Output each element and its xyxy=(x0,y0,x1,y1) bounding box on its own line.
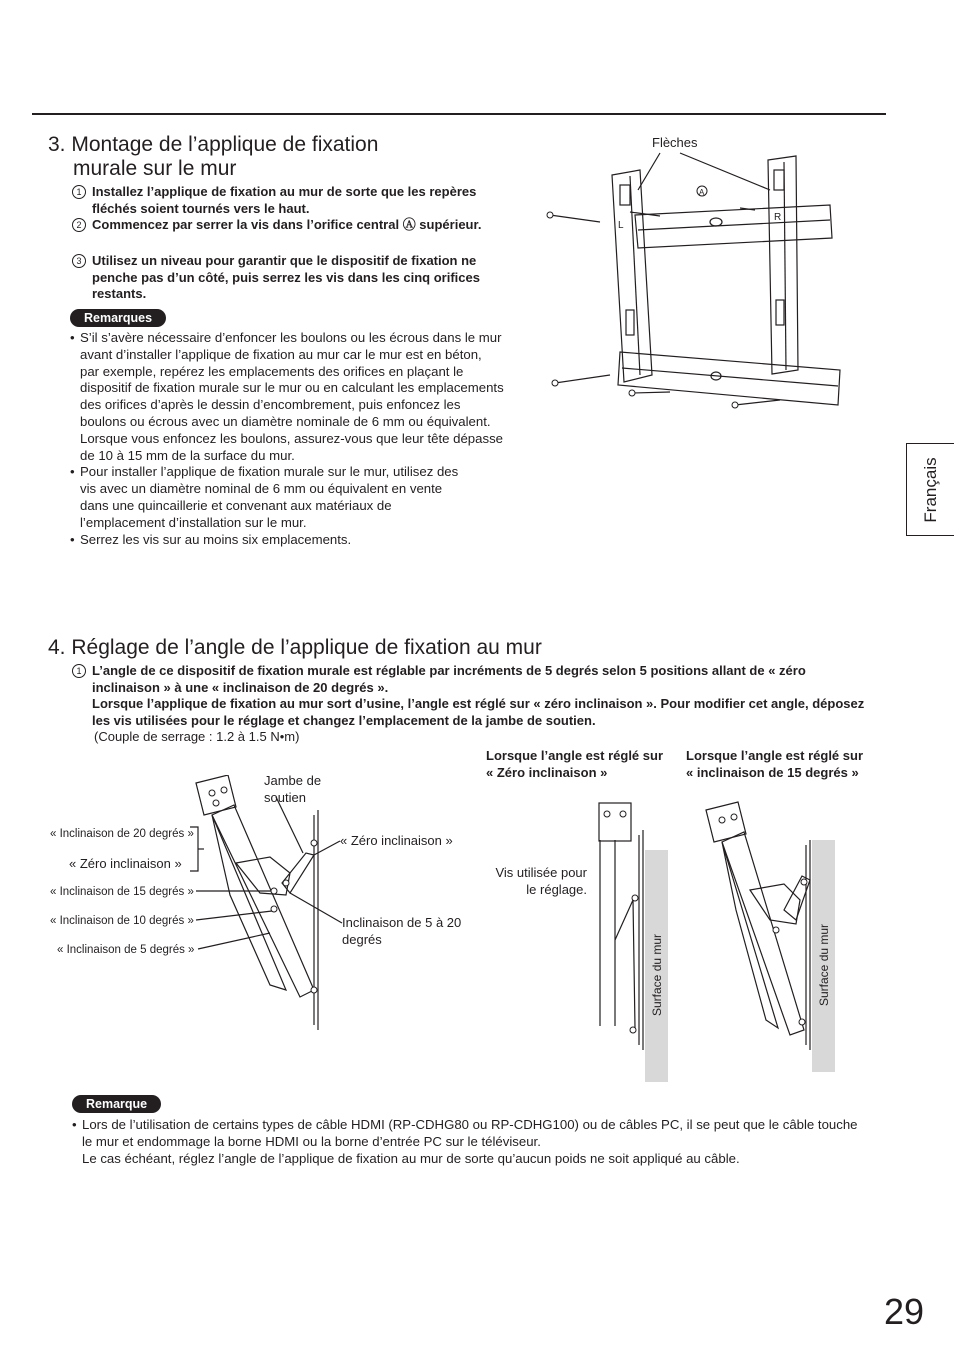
tilt15-figure xyxy=(700,790,840,1080)
wall-surface-label: Surface du mur xyxy=(817,923,831,1006)
remark-item: • S’il s’avère nécessaire d’enfoncer les boulons ou les écrous dans le mur avant d’installer l’applique de fixation au mur car le mur est en béton, par exemple, repérez les emplacements des orifices en plaçant le dispositif de fixation murale sur le mur ou en calculant les emplacements des orifices d’après le dessin d’encombrement, puis enfoncez les boulons ou écrous avec un diamètre nominale de 6 mm ou équivalent. Lorsque vous enfoncez les boulons, assurez-vous que leur tête dépasse de 10 à 15 mm de la surface du mur. xyxy=(70,330,504,464)
top-rule xyxy=(32,113,886,115)
page-number: 29 xyxy=(884,1291,925,1332)
label-20deg: « Inclinaison de 20 degrés » xyxy=(50,828,194,840)
step-number-badge: 1 xyxy=(72,185,86,199)
section4-step-1: 1 L’angle de ce dispositif de fixation murale est réglable par incréments de 5 degrés selon 5 positions allant de « zéro inclinaison » à une « inclinaison de 20 degrés ». Lorsque l’applique de fixation au mur sort d’usine, l’angle est réglé sur « zéro inclinaison ». Pour modifier cet angle, déposez les vis utilisées pour le réglage et changez l’emplacement de la jambe de soutien. (Couple de serrage : 1.2 à 1.5 N•m) xyxy=(72,663,872,746)
left-mark: L xyxy=(618,220,624,231)
wall-bracket-figure xyxy=(540,130,880,430)
section3-step-2: 2 Commencez par serrer la vis dans l’orifice central Ⓐ supérieur. xyxy=(72,217,502,234)
support-leg-label: Jambe de soutien xyxy=(264,773,322,805)
step-number-badge: 1 xyxy=(72,664,86,678)
remark-item: • Pour installer l’applique de fixation murale sur le mur, utilisez des vis avec un diamètre nominal de 6 mm ou équivalent en vente dans une quincaillerie et convenant aux matériaux de l’emplacement d’installation sur le mur. xyxy=(70,464,504,531)
wall-surface-label: Surface du mur xyxy=(650,933,664,1016)
right-mark: R xyxy=(774,212,782,223)
remarks-label: Remarques xyxy=(70,309,166,327)
label-10deg: « Inclinaison de 10 degrés » xyxy=(50,915,194,927)
zero-tilt-figure xyxy=(595,800,675,1090)
tilt15-heading: Lorsque l’angle est réglé sur « inclinaison de 15 degrés » xyxy=(686,748,863,780)
arrows-label: Flèches xyxy=(652,135,698,150)
section4-remark xyxy=(72,1117,862,1167)
center-hole-label: A xyxy=(699,188,705,197)
remark-item: • Lors de l’utilisation de certains types de câble HDMI (RP-CDHG80 ou RP-CDHG100) ou de câbles PC, il se peut que le câble touche le mur et endommage la borne HDMI ou la borne d’entrée PC sur le téléviseur. Le cas échéant, réglez l’angle de l’applique de fixation au mur de sorte qu’aucun poids ne soit appliqué au câble. xyxy=(72,1117,862,1167)
section3-step-1: 1 Installez l’applique de fixation au mur de sorte que les repères fléchés soient tournés vers le haut. xyxy=(72,184,502,217)
adjust-screw-label: Vis utilisée pour le réglage. xyxy=(495,865,587,897)
section3-title: 3. Montage de l’applique de fixation murale sur le mur xyxy=(48,133,379,180)
tilt-range-label: Inclinaison de 5 à 20 degrés xyxy=(342,915,462,947)
section3-step-3: 3 Utilisez un niveau pour garantir que le dispositif de fixation ne penche pas d’un côté, puis serrez les vis dans les cinq orifices restants. xyxy=(72,253,502,303)
label-5deg: « Inclinaison de 5 degrés » xyxy=(57,944,195,956)
label-zero: « Zéro inclinaison » xyxy=(69,856,182,871)
language-tab: Français xyxy=(906,443,954,536)
remark-label: Remarque xyxy=(72,1095,161,1113)
label-15deg: « Inclinaison de 15 degrés » xyxy=(50,886,194,898)
zero-tilt-label: « Zéro inclinaison » xyxy=(340,833,453,848)
step-number-badge: 2 xyxy=(72,218,86,232)
angle-adjust-figure xyxy=(190,775,490,1035)
section3-remarks xyxy=(70,330,504,548)
section4-title: 4. Réglage de l’angle de l’applique de fixation au mur xyxy=(48,636,542,659)
remark-item: • Serrez les vis sur au moins six emplacements. xyxy=(70,532,504,549)
zero-tilt-heading: Lorsque l’angle est réglé sur « Zéro inclinaison » xyxy=(486,748,663,780)
step-number-badge: 3 xyxy=(72,254,86,268)
